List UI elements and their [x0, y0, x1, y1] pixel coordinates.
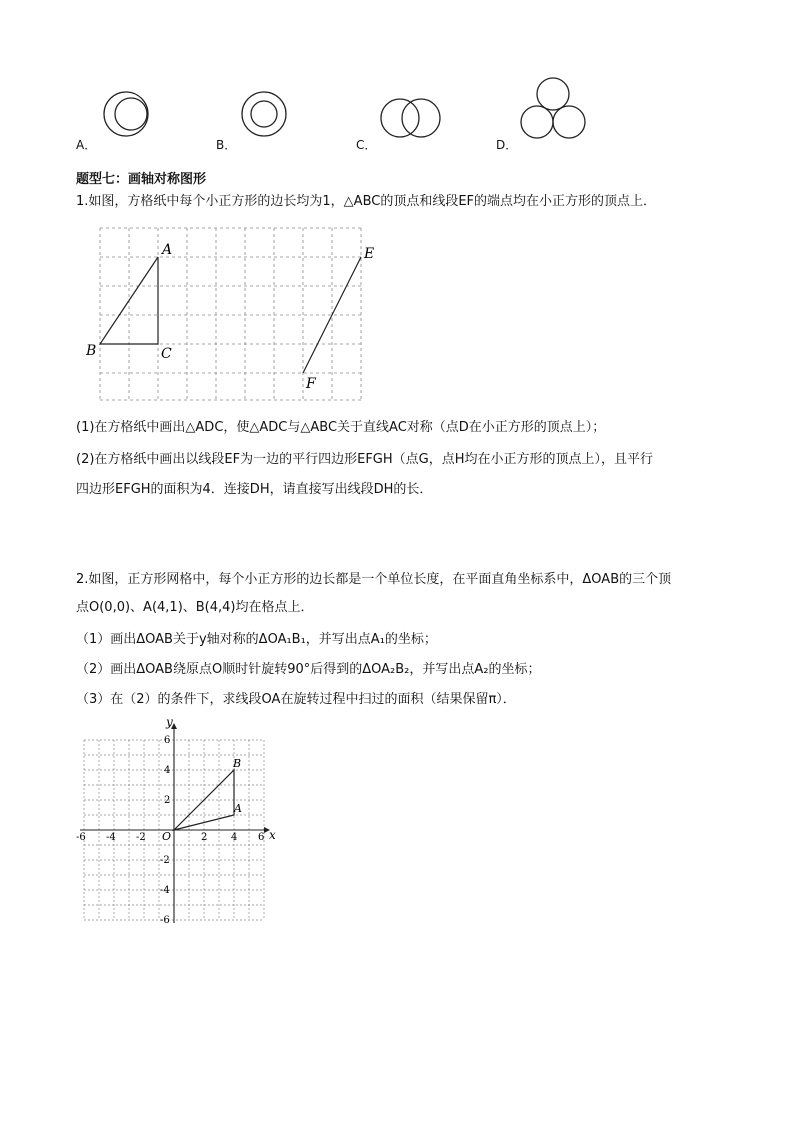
option-c-figure	[381, 99, 440, 137]
label-c: C	[161, 346, 172, 362]
problem2-statement-line2: 点O(0,0)、A(4,1)、B(4,4)均在格点上．	[76, 600, 314, 615]
x-tick-label: 2	[201, 832, 208, 843]
x-tick-label: -4	[106, 832, 116, 843]
problem2-q2: （2）画出ΔOAB绕原点O顺时针旋转90°后得到的ΔOA₂B₂，并写出点A₂的坐标；	[76, 662, 541, 677]
x-axis-label: x	[269, 828, 276, 842]
x-tick-label: -6	[76, 832, 86, 843]
label-f: F	[306, 376, 316, 392]
y-tick-label: -4	[160, 885, 170, 896]
option-d-figure	[521, 78, 585, 138]
problem2-q3: （3）在（2）的条件下，求线段OA在旋转过程中扫过的面积（结果保留π）．	[76, 692, 516, 707]
problem1-q2-line1: (2)在方格纸中画出以线段EF为一边的平行四边形EFGH（点G，点H均在小正方形的顶点上），且平行	[76, 452, 653, 467]
option-d-label: D．	[496, 138, 518, 152]
option-b-label: B．	[216, 138, 237, 152]
problem2-q1: （1）画出ΔOAB关于y轴对称的ΔOA₁B₁，并写出点A₁的坐标；	[76, 632, 437, 647]
problem1-q1: (1)在方格纸中画出△ADC，使△ADC与△ABC关于直线AC对称（点D在小正方形的顶点上）；	[76, 420, 606, 435]
problem1-q2-line2: 四边形EFGH的面积为4．连接DH，请直接写出线段DH的长．	[76, 482, 433, 497]
problem2-coordinate-figure	[70, 715, 290, 925]
y-tick-label: 2	[164, 795, 171, 806]
x-tick-label: 4	[231, 832, 238, 843]
x-tick-label: -2	[136, 832, 146, 843]
y-tick-label: -6	[160, 915, 170, 925]
x-tick-label: 6	[258, 832, 265, 843]
problem1-grid	[100, 228, 361, 400]
label-e: E	[364, 246, 375, 262]
option-a-label: A．	[76, 138, 97, 152]
problem1-statement: 1.如图，方格纸中每个小正方形的边长均为1，△ABC的顶点和线段EF的端点均在小正方形的顶点上．	[76, 194, 657, 209]
label-a: A	[162, 242, 173, 258]
label-b: B	[86, 343, 97, 359]
problem1-grid-figure	[80, 220, 390, 405]
option-a-figure	[104, 92, 148, 136]
option-c-label: C．	[356, 138, 377, 152]
option-b-figure	[242, 92, 286, 136]
problem2-statement-line1: 2.如图，正方形网格中，每个小正方形的边长都是一个单位长度，在平面直角坐标系中，ΔOAB的三个顶	[76, 572, 672, 587]
point-a-label: A	[234, 802, 242, 815]
section-title: 题型七：画轴对称图形	[76, 172, 207, 187]
point-b-label: B	[233, 757, 242, 770]
y-axis-label: y	[166, 715, 173, 729]
option-figures	[0, 70, 800, 150]
y-tick-label: 4	[164, 765, 171, 776]
y-tick-label: 6	[164, 735, 171, 746]
y-tick-label: -2	[160, 855, 170, 866]
origin-label: O	[162, 830, 172, 843]
